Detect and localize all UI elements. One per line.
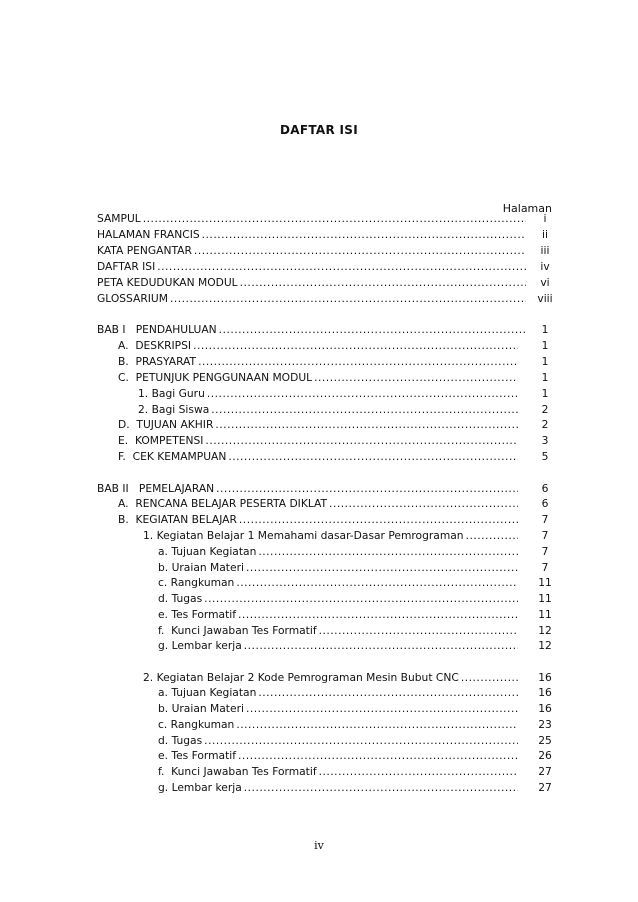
toc-entry xyxy=(97,259,550,274)
toc-entry xyxy=(158,780,552,795)
toc-entry-page: 16 xyxy=(538,702,552,715)
toc-entry-label: a. Tujuan Kegiatan xyxy=(158,545,257,558)
toc-entry-label: C. PETUNJUK PENGGUNAAN MODUL xyxy=(118,371,313,384)
toc-entry-page: 6 xyxy=(541,497,549,510)
toc-entry-label: GLOSSARIUM xyxy=(97,292,168,305)
toc-entry xyxy=(138,402,549,417)
toc-entry xyxy=(158,733,552,748)
toc-entry-page: iv xyxy=(540,260,550,273)
toc-leader-dots xyxy=(204,591,518,606)
toc-leader-dots xyxy=(170,291,526,306)
toc-leader-dots xyxy=(329,496,518,511)
toc-entry-label: BAB I PENDAHULUAN xyxy=(97,323,217,336)
toc-leader-dots xyxy=(193,338,518,353)
toc-entry-page: 27 xyxy=(538,765,552,778)
toc-entry-page: 25 xyxy=(538,734,552,747)
toc-entry-label: KATA PENGANTAR xyxy=(97,244,192,257)
toc-entry xyxy=(158,591,552,606)
toc-entry-page: 12 xyxy=(538,624,552,637)
toc-entry-page: 6 xyxy=(541,482,549,495)
toc-entry-label: F. CEK KEMAMPUAN xyxy=(118,450,227,463)
toc-entry-label: 2. Kegiatan Belajar 2 Kode Pemrograman Mesin Bubut CNC xyxy=(143,671,459,684)
toc-entry xyxy=(158,638,552,653)
toc-entry xyxy=(97,322,549,337)
toc-entry-page: 11 xyxy=(538,592,552,605)
toc-entry-page: 1 xyxy=(541,371,549,384)
toc-entry-page: vi xyxy=(540,276,550,289)
page-column-header: Halaman xyxy=(502,202,552,215)
toc-entry-label: 2. Bagi Siswa xyxy=(138,403,210,416)
toc-entry-label: BAB II PEMELAJARAN xyxy=(97,482,215,495)
toc-entry-page: ii xyxy=(542,228,548,241)
footer-page-number: iv xyxy=(314,839,324,852)
toc-entry-label: A. DESKRIPSI xyxy=(118,339,192,352)
toc-entry xyxy=(118,338,549,353)
toc-entry xyxy=(158,623,552,638)
toc-entry xyxy=(97,227,548,242)
toc-entry-label: a. Tujuan Kegiatan xyxy=(158,686,257,699)
toc-entry-page: 1 xyxy=(541,387,549,400)
toc-entry xyxy=(143,528,549,543)
toc-entry-label: e. Tes Formatif xyxy=(158,749,237,762)
toc-entry-label: HALAMAN FRANCIS xyxy=(97,228,200,241)
toc-leader-dots xyxy=(244,780,518,795)
toc-leader-dots xyxy=(236,717,518,732)
toc-entry xyxy=(118,512,549,527)
toc-entry xyxy=(97,275,550,290)
toc-entry xyxy=(138,386,549,401)
toc-entry-label: c. Rangkuman xyxy=(158,576,235,589)
toc-entry xyxy=(118,449,549,464)
toc-leader-dots xyxy=(205,433,518,448)
toc-entry-page: 26 xyxy=(538,749,552,762)
toc-entry-label: d. Tugas xyxy=(158,592,203,605)
toc-entry-page: 11 xyxy=(538,608,552,621)
toc-leader-dots xyxy=(238,748,518,763)
toc-entry-label: e. Tes Formatif xyxy=(158,608,237,621)
page-title: DAFTAR ISI xyxy=(280,123,358,137)
toc-leader-dots xyxy=(239,512,518,527)
toc-leader-dots xyxy=(314,370,518,385)
toc-entry xyxy=(118,496,549,511)
toc-entry xyxy=(158,748,552,763)
toc-entry-page: 16 xyxy=(538,686,552,699)
toc-entry-label: B. PRASYARAT xyxy=(118,355,197,368)
toc-leader-dots xyxy=(219,322,526,337)
toc-leader-dots xyxy=(143,211,526,226)
toc-entry-page: 11 xyxy=(538,576,552,589)
toc-entry-page: 5 xyxy=(541,450,549,463)
toc-entry-label: d. Tugas xyxy=(158,734,203,747)
toc-entry-page: 7 xyxy=(541,561,549,574)
toc-entry-page: 2 xyxy=(541,403,549,416)
toc-leader-dots xyxy=(319,764,518,779)
toc-leader-dots xyxy=(244,638,518,653)
toc-entry-page: 1 xyxy=(541,323,549,336)
toc-entry-label: f. Kunci Jawaban Tes Formatif xyxy=(158,765,317,778)
toc-entry xyxy=(97,481,549,496)
toc-entry-label: SAMPUL xyxy=(97,212,141,225)
toc-entry xyxy=(118,433,549,448)
toc-entry-page: i xyxy=(543,212,547,225)
toc-entry-page: 27 xyxy=(538,781,552,794)
toc-entry-label: E. KOMPETENSI xyxy=(118,434,204,447)
toc-entry-page: 3 xyxy=(541,434,549,447)
toc-leader-dots xyxy=(258,685,518,700)
toc-leader-dots xyxy=(194,243,526,258)
toc-entry-page: 16 xyxy=(538,671,552,684)
toc-entry-page: viii xyxy=(537,292,553,305)
toc-leader-dots xyxy=(466,528,518,543)
toc-leader-dots xyxy=(461,670,518,685)
toc-leader-dots xyxy=(211,402,518,417)
toc-entry xyxy=(158,685,552,700)
toc-entry xyxy=(158,717,552,732)
toc-leader-dots xyxy=(238,607,518,622)
toc-entry-label: B. KEGIATAN BELAJAR xyxy=(118,513,237,526)
toc-leader-dots xyxy=(215,417,518,432)
toc-entry-label: A. RENCANA BELAJAR PESERTA DIKLAT xyxy=(118,497,328,510)
toc-entry xyxy=(158,575,552,590)
toc-leader-dots xyxy=(202,227,526,242)
toc-entry xyxy=(118,417,549,432)
toc-entry-label: PETA KEDUDUKAN MODUL xyxy=(97,276,238,289)
toc-leader-dots xyxy=(240,275,526,290)
toc-leader-dots xyxy=(228,449,518,464)
toc-entry-page: 1 xyxy=(541,355,549,368)
toc-entry-page: 2 xyxy=(541,418,549,431)
toc-leader-dots xyxy=(246,560,518,575)
toc-entry xyxy=(158,607,552,622)
toc-entry xyxy=(143,670,552,685)
toc-entry-page: 1 xyxy=(541,339,549,352)
toc-entry xyxy=(97,211,547,226)
toc-leader-dots xyxy=(246,701,518,716)
toc-entry-label: g. Lembar kerja xyxy=(158,639,242,652)
toc-entry xyxy=(118,354,549,369)
toc-entry xyxy=(97,291,553,306)
toc-entry-page: 7 xyxy=(541,529,549,542)
toc-entry-label: c. Rangkuman xyxy=(158,718,235,731)
toc-entry-label: DAFTAR ISI xyxy=(97,260,156,273)
toc-entry-page: 12 xyxy=(538,639,552,652)
toc-entry-label: 1. Kegiatan Belajar 1 Memahami dasar-Dasar Pemrograman xyxy=(143,529,464,542)
toc-entry-label: g. Lembar kerja xyxy=(158,781,242,794)
toc-leader-dots xyxy=(236,575,518,590)
toc-leader-dots xyxy=(258,544,518,559)
toc-entry xyxy=(158,544,549,559)
toc-entry xyxy=(118,370,549,385)
toc-entry xyxy=(158,560,549,575)
toc-entry-label: 1. Bagi Guru xyxy=(138,387,205,400)
toc-entry-page: 7 xyxy=(541,545,549,558)
toc-entry-page: 23 xyxy=(538,718,552,731)
toc-entry xyxy=(97,243,550,258)
toc-leader-dots xyxy=(319,623,518,638)
toc-entry-label: b. Uraian Materi xyxy=(158,702,244,715)
toc-entry-page: iii xyxy=(540,244,550,257)
toc-entry-label: D. TUJUAN AKHIR xyxy=(118,418,214,431)
toc-entry-page: 7 xyxy=(541,513,549,526)
toc-leader-dots xyxy=(157,259,526,274)
toc-entry xyxy=(158,764,552,779)
toc-leader-dots xyxy=(198,354,518,369)
toc-leader-dots xyxy=(207,386,518,401)
toc-leader-dots xyxy=(204,733,518,748)
toc-entry-label: b. Uraian Materi xyxy=(158,561,244,574)
toc-leader-dots xyxy=(216,481,518,496)
toc-entry-label: f. Kunci Jawaban Tes Formatif xyxy=(158,624,317,637)
toc-entry xyxy=(158,701,552,716)
